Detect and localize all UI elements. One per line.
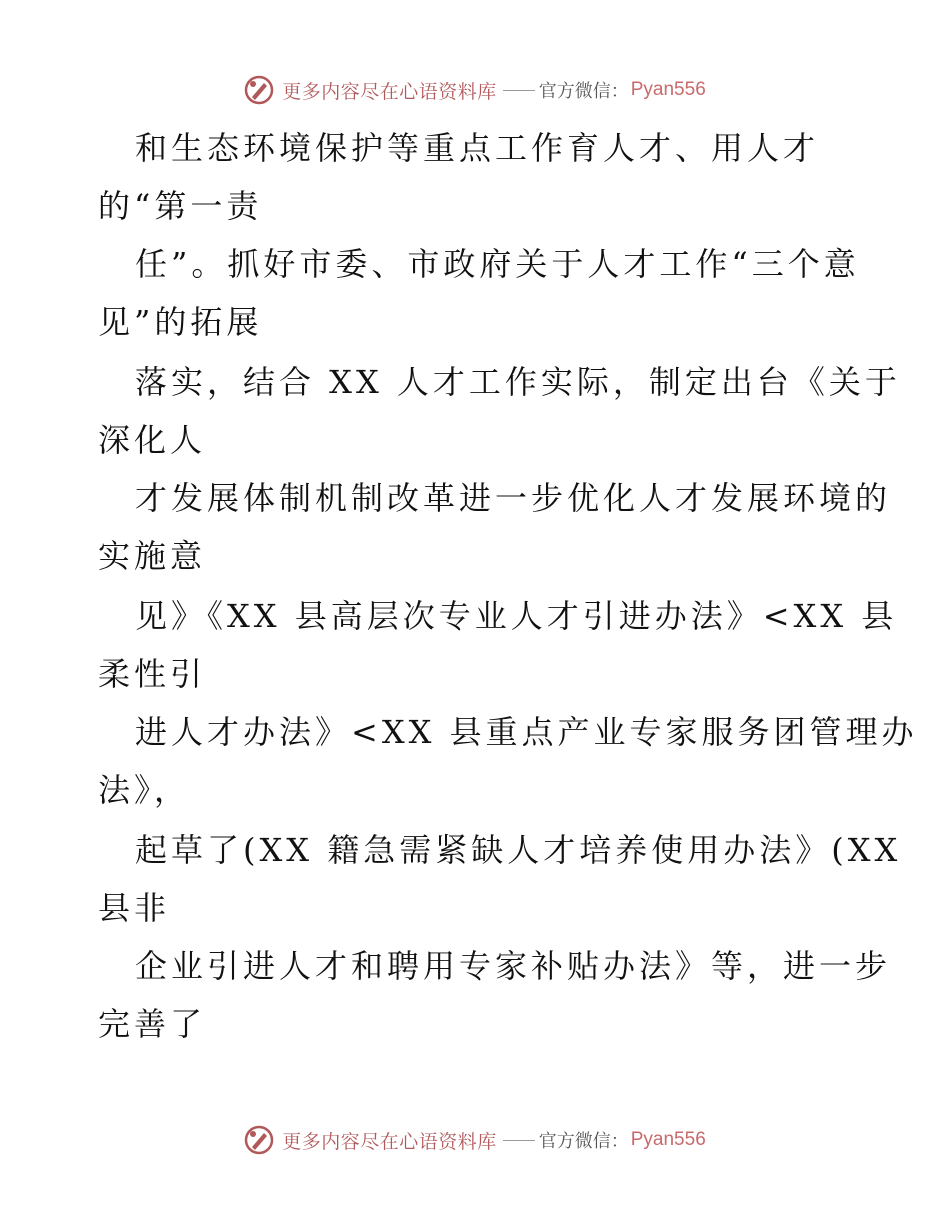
text-line: 柔性引 (98, 655, 207, 693)
watermark-label: 官方微信： (538, 1131, 629, 1152)
text-line: 落实，结合 XX 人才工作实际，制定出台《关于 (135, 363, 901, 401)
text-line: 实施意 (98, 537, 207, 575)
watermark-id: Pyan556 (630, 1129, 706, 1150)
pen-seal-icon (244, 1125, 274, 1155)
text-line: 见》《XX 县高层次专业人才引进办法》<XX 县 (135, 597, 898, 635)
text-line: 完善了 (98, 1005, 207, 1043)
watermark-separator (503, 90, 535, 91)
text-line: 法》， (98, 771, 191, 809)
text-line: 和生态环境保护等重点工作育人才、用人才 (135, 129, 820, 167)
pen-seal-icon (244, 75, 274, 105)
text-line: 进人才办法》<XX 县重点产业专家服务团管理办 (135, 713, 918, 751)
text-line: 见”的拓展 (98, 303, 263, 341)
text-line: 才发展体制机制改革进一步优化人才发展环境的 (135, 479, 892, 517)
watermark-label: 官方微信： (538, 81, 629, 102)
text-line: 任”。抓好市委、市政府关于人才工作“三个意 (135, 245, 860, 283)
footer-watermark (0, 1120, 950, 1160)
text-line: 的“第一责 (98, 187, 263, 225)
text-line: 起草了(XX 籍急需紧缺人才培养使用办法》(XX (135, 831, 902, 869)
watermark-separator (503, 1140, 535, 1141)
watermark-text: 更多内容尽在心语资料库 (282, 80, 497, 103)
text-line: 企业引进人才和聘用专家补贴办法》等，进一步 (135, 947, 892, 985)
watermark-text: 更多内容尽在心语资料库 (282, 1130, 497, 1153)
text-line: 深化人 (98, 421, 207, 459)
text-line: 县非 (98, 889, 171, 927)
header-watermark (0, 70, 950, 110)
watermark-id: Pyan556 (630, 79, 706, 100)
